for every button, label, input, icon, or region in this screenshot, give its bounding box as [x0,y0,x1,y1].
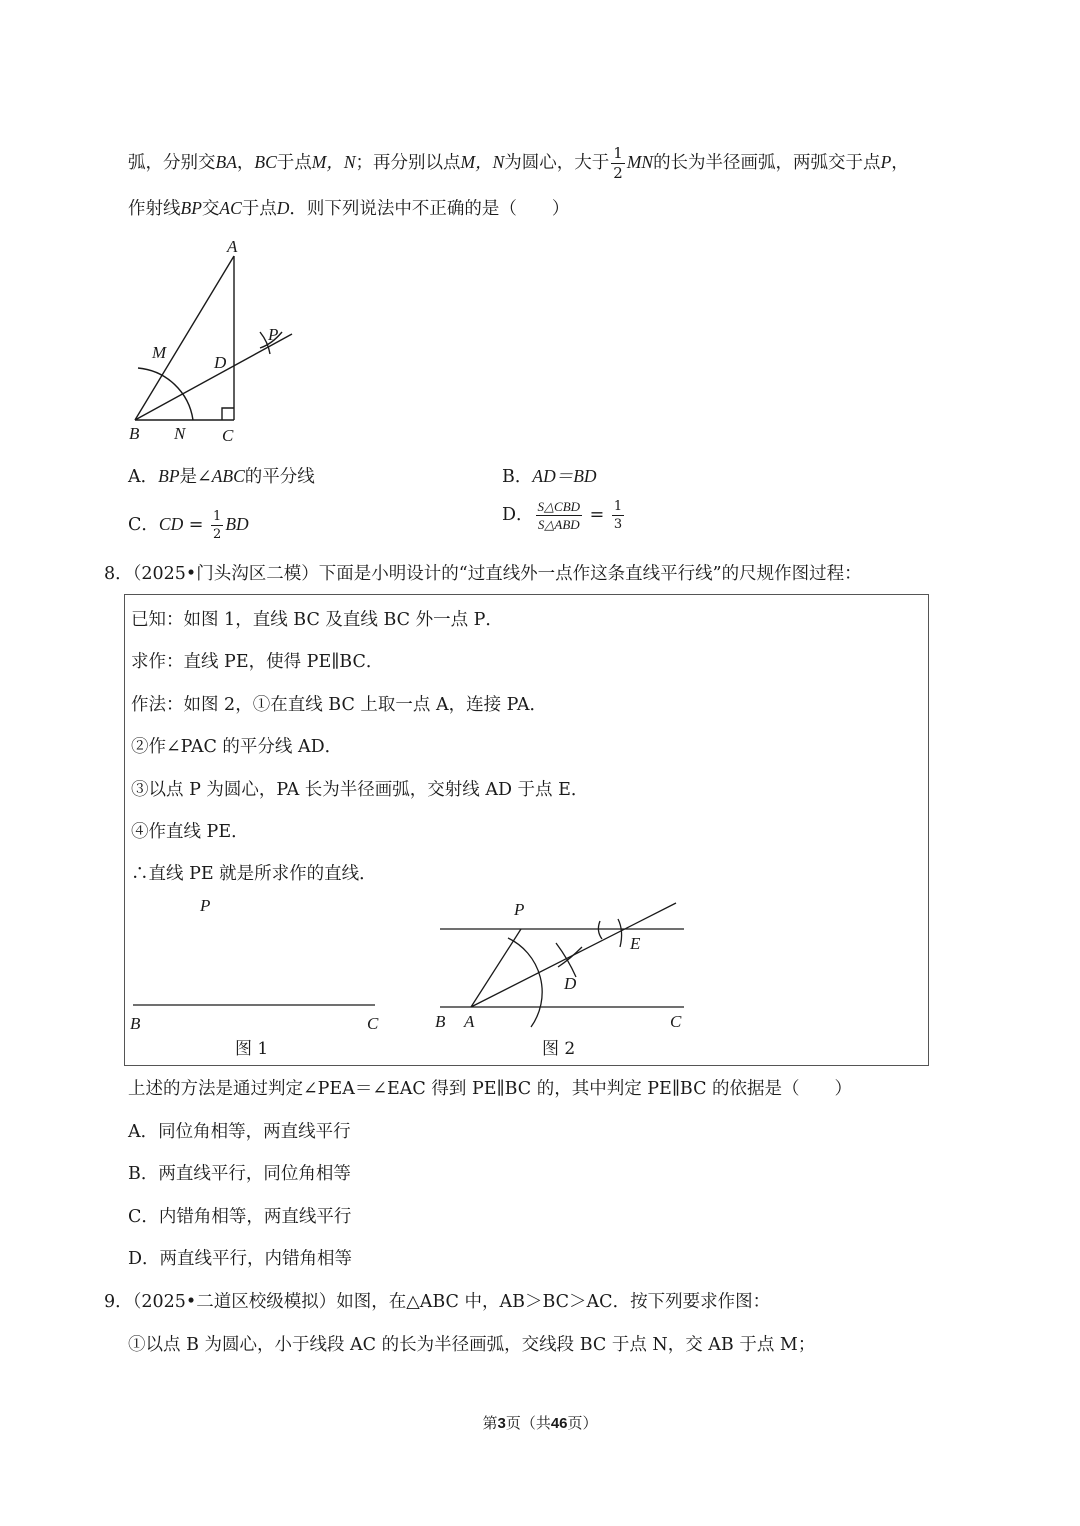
fig2-caption: 图 2 [542,1039,576,1059]
q7-line1: 弧，分别交BA，BC于点M，N；再分别以点M，N为圆心，大于 $\frac{1}{2}$ MN的长为半径画弧，两弧交于点P， [128,144,909,182]
q8-question: 上述的方法是通过判定∠PEA＝∠EAC 得到 PE∥BC 的，其中判定 PE∥BC 的依据是（ ） [128,1079,853,1099]
box-line-4: ②作∠PAC 的平分线 AD． [131,737,343,757]
fig1-label-B: B [130,1014,141,1033]
box-line-5: ③以点 P 为圆心，PA 长为半径画弧，交射线 AD 于点 E． [131,780,589,800]
label-C: C [222,426,234,445]
q7-option-c[interactable]: C．CD = $\frac{1}{2}$ BD [128,509,249,542]
fig1-label-C: C [367,1014,379,1033]
q8-construction-box [124,594,929,1066]
area-ratio: $\frac{\text{S△CBD}}{\text{S△ABD}}$ [537,499,581,532]
q7-line2: 作射线BP交AC于点D．则下列说法中不正确的是（ ） [128,198,570,219]
q8-option-c[interactable]: C．内错角相等，两直线平行 [128,1207,352,1227]
box-line-6: ④作直线 PE． [131,822,249,842]
q8-header: 8．（2025•门头沟区二模）下面是小明设计的“过直线外一点作这条直线平行线”的尺规作图过程： [104,564,862,584]
ratio-value: $\frac{1}{3}$ [613,499,623,532]
fig2-label-C: C [670,1012,682,1031]
page-footer: 第3页（共46页） [482,1414,598,1432]
q7-triangle-figure [120,236,320,446]
figure-2 [430,891,710,1061]
q7-option-a[interactable]: A．BP是∠ABC的平分线 [128,466,315,487]
label-P: P [268,325,279,344]
fig1-label-P: P [200,896,211,915]
fig2-label-E: E [630,934,641,953]
figure-1 [125,891,395,1061]
c-fraction: $\frac{1}{2}$ [213,509,222,542]
q7-option-b[interactable]: B．AD＝BD [502,466,597,487]
q9-line1: ①以点 B 为圆心，小于线段 AC 的长为半径画弧，交线段 BC 于点 N，交 AB 于点 M； [128,1335,816,1355]
half-fraction: $\frac{1}{2}$ [613,144,623,182]
label-A: A [227,237,238,256]
q9-header: 9．（2025•二道区校级模拟）如图，在△ABC 中，AB＞BC＞AC．按下列要求作图： [104,1292,771,1312]
fig2-label-A: A [464,1012,475,1031]
fig2-label-D: D [564,974,577,993]
q8-option-d[interactable]: D．两直线平行，内错角相等 [128,1249,353,1269]
label-D: D [214,353,227,372]
box-line-7: ∴直线 PE 就是所求作的直线． [131,864,377,884]
box-line-1: 已知：如图 1，直线 BC 及直线 BC 外一点 P． [131,610,503,630]
fig1-caption: 图 1 [235,1039,269,1059]
q8-option-b[interactable]: B．两直线平行，同位角相等 [128,1164,351,1184]
fig2-label-B: B [435,1012,446,1031]
label-N: N [174,424,186,443]
label-B: B [129,424,140,443]
box-line-3: 作法：如图 2，①在直线 BC 上取一点 A，连接 PA． [131,695,547,715]
fig2-label-P: P [514,900,525,919]
label-M: M [152,343,167,362]
box-line-2: 求作：直线 PE，使得 PE∥BC． [131,652,384,672]
q7-option-d[interactable]: D． $\frac{\text{S△CBD}}{\text{S△ABD}}$ = $\frac{1}{3}$ [502,499,623,532]
q8-option-a[interactable]: A．同位角相等，两直线平行 [128,1122,351,1142]
